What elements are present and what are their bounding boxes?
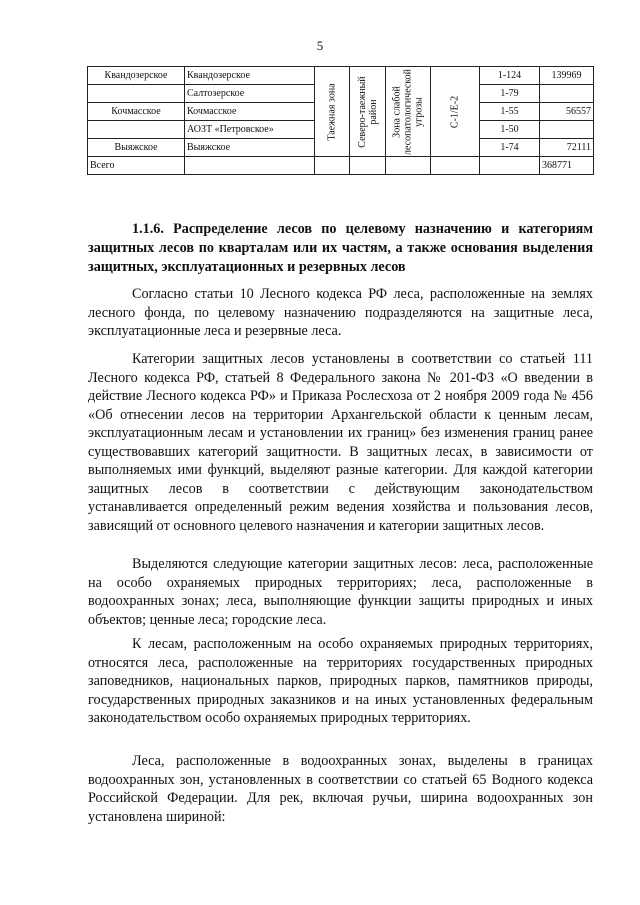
empty-cell <box>350 157 386 175</box>
threat-zone-line3: угрозы <box>413 96 425 127</box>
forestry-cell <box>88 85 185 103</box>
forestry-cell: Кочмасское <box>88 103 185 121</box>
empty-cell <box>431 157 480 175</box>
threat-zone-line1: Зона слабой <box>391 85 403 138</box>
paragraph-purpose: Согласно статьи 10 Лесного кодекса РФ леса, расположенные на землях лесного фонда, по целевому назначению подразделяются на защитные леса, эксплуатационные леса и резервные леса. <box>88 286 593 339</box>
total-label-cell: Всего <box>88 157 185 175</box>
code-label: С-1/Е-2 <box>449 95 461 128</box>
section-number: 1.1.6. <box>132 221 164 237</box>
area-cell: 139969 <box>540 67 594 85</box>
paragraph-categories-list: Выделяются следующие категории защитных лесов: леса, расположенные на особо охраняемых природных территориях; леса, расположенные в водоохранных зонах; леса, выполняющие функции защиты природных и иных объектов; ценные леса; городские леса. <box>88 556 593 628</box>
quarters-cell: 1-79 <box>480 85 540 103</box>
district-cell: АОЗТ «Петровское» <box>185 121 315 139</box>
page-number: 5 <box>316 38 324 53</box>
table-total-row <box>88 157 594 175</box>
district-cell: Кочмасское <box>185 103 315 121</box>
district-cell: Выяжское <box>185 139 315 157</box>
empty-cell <box>315 157 350 175</box>
empty-cell <box>185 157 315 175</box>
threat-zone-cell <box>386 67 431 157</box>
district-cell: Салтозерское <box>185 85 315 103</box>
area-cell <box>540 121 594 139</box>
paragraph-water-zones: Леса, расположенные в водоохранных зонах, выделены в границах водоохранных зон, установленных в соответствии со статьей 65 Водного кодекса Российской Федерации. Для рек, включая ручьи, ширина водоохранных зон установлена шириной: <box>88 753 593 825</box>
quarters-cell: 1-124 <box>480 67 540 85</box>
zone-label: Таежная зона <box>326 82 338 141</box>
quarters-cell: 1-50 <box>480 121 540 139</box>
empty-cell <box>480 157 540 175</box>
section-heading <box>88 220 593 277</box>
forest-distribution-table <box>87 66 594 175</box>
paragraph-protected-territories: К лесам, расположенным на особо охраняемых природных территориях, относятся леса, расположенные на территориях государственных природных заповедников, национальных парков, природных парков, памятников природы, государственных природных заказников и на иных установленных федеральным законодательством особо охраняемых природных территориях. <box>88 636 593 726</box>
region-label-line1: Северо-таежный <box>356 75 368 148</box>
threat-zone-line2: лесопатологической <box>402 68 414 155</box>
total-area-cell: 368771 <box>540 157 594 175</box>
quarters-cell: 1-74 <box>480 139 540 157</box>
area-cell: 72111 <box>540 139 594 157</box>
empty-cell <box>386 157 431 175</box>
region-label <box>357 76 379 147</box>
forestry-cell: Выяжское <box>88 139 185 157</box>
area-cell: 56557 <box>540 103 594 121</box>
section-title: Распределение лесов по целевому назначению и категориям защитных лесов по кварталам или их частям, а также основания выделения защитных, эксплуатационных и резервных лесов <box>88 221 593 275</box>
threat-zone-label <box>392 68 425 154</box>
quarters-cell: 1-55 <box>480 103 540 121</box>
code-cell <box>431 67 480 157</box>
region-label-line2: район <box>367 98 379 125</box>
forestry-cell <box>88 121 185 139</box>
forestry-cell: Квандозерское <box>88 67 185 85</box>
district-cell: Квандозерское <box>185 67 315 85</box>
paragraph-categories-basis: Категории защитных лесов установлены в соответствии со статьей 111 Лесного кодекса РФ, статьей 8 Федерального закона № 201-ФЗ «О введении в действие Лесного кодекса РФ» и Приказа Рослесхоза от 2 ноября 2009 года № 456 «Об отнесении лесов на территории Архангельской области к ценным лесам, эксплуатационным лесам и установлении их границ» без изменения границ ранее существовавших категорий защитности. В защитных лесах, в зависимости от выполняемых ими функций, выделяют разные категории. Для каждой категории защитных лесов в соответствии с действующим законодательством устанавливается определенный режим ведения хозяйства и пользования лесов, зависящий от основного целевого назначения и категории защитных лесов. <box>88 351 593 534</box>
area-cell <box>540 85 594 103</box>
zone-cell <box>315 67 350 157</box>
table-row <box>88 67 594 85</box>
region-cell <box>350 67 386 157</box>
